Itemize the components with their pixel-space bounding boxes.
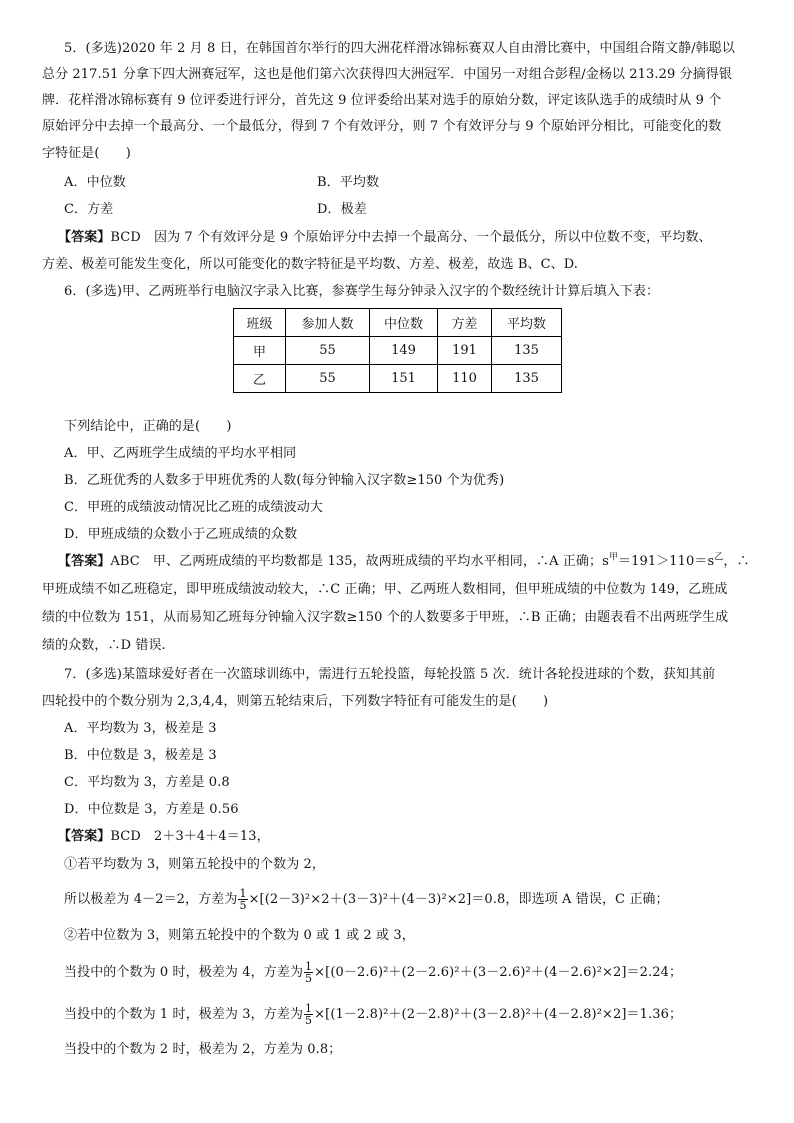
table-cell: 191 [438, 337, 492, 365]
fraction-numerator: 1 [305, 960, 313, 973]
q7-case-1: ①若平均数为 3，则第五轮投中的个数为 2， [64, 857, 326, 872]
q5-stem-line-4: 原始评分中去掉一个最高分、一个最低分，得到 7 个有效评分，则 7 个有效评分与 9 个原始评分相比，可能变化的数 [42, 119, 722, 134]
q6-prompt: 下列结论中，正确的是( ) [64, 419, 232, 434]
table-row [234, 337, 562, 365]
calc-text: 当投中的个数为 1 时，极差为 3，方差为 [64, 1007, 304, 1022]
q6-answer-line-2: 甲班成绩不如乙班稳定，即甲班成绩波动较大，∴C 正确；甲、乙两班人数相同，但甲班成绩的中位数为 149，乙班成 [42, 582, 728, 597]
q7-option-a: A．平均数为 3，极差是 3 [64, 721, 217, 736]
q6-answer-text: ＝191＞110＝s [617, 554, 715, 569]
table-cell: 151 [370, 365, 438, 393]
fraction-denominator: 5 [305, 972, 313, 985]
table-cell: 135 [492, 337, 562, 365]
table-header-row [234, 309, 562, 337]
q5-stem-line-2: 总分 217.51 分拿下四大洲赛冠军，这也是他们第六次获得四大洲冠军．中国另一对组合彭程/金杨以 213.29 分摘得银 [42, 67, 732, 82]
table-header-cell: 方差 [438, 309, 492, 337]
table-header-cell: 中位数 [370, 309, 438, 337]
fraction-one-fifth [304, 961, 313, 984]
fraction-numerator: 1 [239, 887, 247, 900]
subscript-yi: 乙 [714, 552, 724, 563]
subscript-jia: 甲 [608, 552, 618, 563]
q7-case-1-calc [64, 888, 669, 911]
q5-option-a: A．中位数 [64, 175, 126, 190]
answer-tag: 【答案】 [58, 829, 111, 844]
table-cell: 55 [286, 337, 370, 365]
q5-stem-line-5: 字特征是( ) [42, 146, 131, 161]
calc-text: ×[(1－2.8)²＋(2－2.8)²＋(3－2.8)²＋(4－2.8)²×2]＝1.36； [314, 1007, 683, 1022]
q7-case-2: ②若中位数为 3，则第五轮投中的个数为 0 或 1 或 2 或 3， [64, 928, 415, 943]
q5-option-b: B．平均数 [317, 175, 380, 190]
table-row [234, 365, 562, 393]
fraction-one-fifth [238, 888, 247, 911]
fraction-one-fifth [304, 1003, 313, 1026]
q6-answer-line-4: 绩的众数，∴D 错误. [42, 638, 166, 653]
fraction-denominator: 5 [305, 1014, 313, 1027]
q6-answer-line-3: 绩的中位数为 151，从而易知乙班每分钟输入汉字数≥150 个的人数要多于甲班，∴B 正确；由题表看不出两班学生成 [42, 610, 729, 625]
calc-text: ×[(0－2.6)²＋(2－2.6)²＋(3－2.6)²＋(4－2.6)²×2]＝2.24； [314, 965, 683, 980]
q5-answer-text: BCD 因为 7 个有效评分是 9 个原始评分中去掉一个最高分、一个最低分，所以中位数不变，平均数、 [110, 230, 712, 245]
table-header-cell: 参加人数 [286, 309, 370, 337]
calc-text: ×[(2－3)²×2＋(3－3)²＋(4－3)²×2]＝0.8，即选项 A 错误，C 正确； [248, 892, 669, 907]
table-cell: 135 [492, 365, 562, 393]
q6-option-a: A．甲、乙两班学生成绩的平均水平相同 [64, 446, 297, 461]
q7-answer-line-1 [58, 828, 270, 846]
q7-sub-case-1 [64, 1003, 682, 1026]
calc-text: 所以极差为 4－2＝2，方差为 [64, 892, 238, 907]
score-table [233, 308, 562, 393]
q7-answer-text: BCD 2＋3＋4＋4＝13， [110, 829, 270, 844]
fraction-numerator: 1 [305, 1002, 313, 1015]
q6-answer-text: ABC 甲、乙两班成绩的平均数都是 135，故两班成绩的平均水平相同，∴A 正确；s [110, 554, 609, 569]
q7-stem-line-1: 7．(多选)某篮球爱好者在一次篮球训练中，需进行五轮投篮，每轮投篮 5 次．统计各轮投进球的个数，获知其前 [64, 667, 716, 682]
table-cell: 乙 [234, 365, 286, 393]
table-header-cell: 平均数 [492, 309, 562, 337]
q7-sub-case-2: 当投中的个数为 2 时，极差为 2，方差为 0.8； [64, 1042, 342, 1057]
table-header-cell: 班级 [234, 309, 286, 337]
q5-option-c: C．方差 [64, 202, 114, 217]
q7-option-b: B．中位数是 3，极差是 3 [64, 748, 217, 763]
q7-stem-line-2: 四轮投中的个数分别为 2,3,4,4，则第五轮结束后，下列数字特征有可能发生的是( ) [42, 694, 549, 709]
q6-option-c: C．甲班的成绩波动情况比乙班的成绩波动大 [64, 500, 323, 515]
q6-answer-text: ，∴ [723, 554, 750, 569]
q7-sub-case-0 [64, 961, 682, 984]
q5-stem-line-3: 牌．花样滑冰锦标赛有 9 位评委进行评分，首先这 9 位评委给出某对选手的原始分数，评定该队选手的成绩时从 9 个 [42, 93, 722, 108]
fraction-denominator: 5 [239, 899, 247, 912]
answer-tag: 【答案】 [58, 230, 111, 245]
answer-tag: 【答案】 [58, 554, 111, 569]
q7-option-c: C．平均数为 3，方差是 0.8 [64, 775, 230, 790]
q6-option-d: D．甲班成绩的众数小于乙班成绩的众数 [64, 527, 298, 542]
table-cell: 甲 [234, 337, 286, 365]
q5-stem-line-1: 5．(多选)2020 年 2 月 8 日，在韩国首尔举行的四大洲花样滑冰锦标赛双人自由滑比赛中，中国组合隋文静/韩聪以 [64, 41, 735, 56]
table-cell: 149 [370, 337, 438, 365]
q6-answer-line-1 [58, 553, 750, 571]
q6-option-b: B．乙班优秀的人数多于甲班优秀的人数(每分钟输入汉字数≥150 个为优秀) [64, 473, 505, 488]
q6-stem-line-1: 6．(多选)甲、乙两班举行电脑汉字录入比赛，参赛学生每分钟录入汉字的个数经统计计算后填入下表： [64, 284, 660, 299]
q7-option-d: D．中位数是 3，方差是 0.56 [64, 802, 239, 817]
q5-answer-line-1 [58, 229, 712, 247]
q5-option-d: D．极差 [317, 202, 367, 217]
table-cell: 55 [286, 365, 370, 393]
calc-text: 当投中的个数为 0 时，极差为 4，方差为 [64, 965, 304, 980]
table-cell: 110 [438, 365, 492, 393]
q5-answer-line-2: 方差、极差可能发生变化，所以可能变化的数字特征是平均数、方差、极差，故选 B、C、D. [42, 257, 579, 272]
